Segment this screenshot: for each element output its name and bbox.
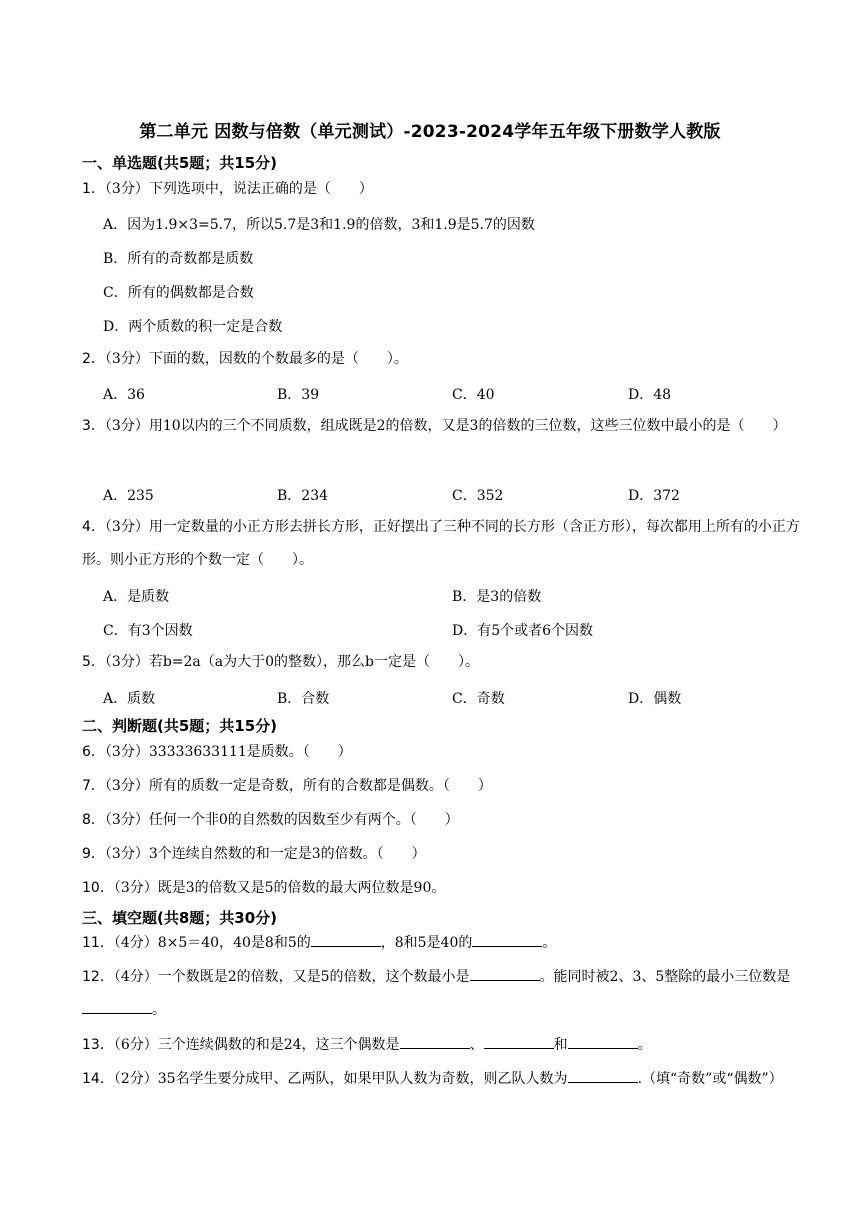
question-5-option-b: B．合数 <box>277 691 330 707</box>
section-heading-single-choice: 一、单选题(共5题；共15分) <box>82 154 278 172</box>
question-number: 1． <box>82 181 105 197</box>
question-3-option-a: A．235 <box>103 488 154 504</box>
question-number: 2． <box>82 351 105 367</box>
question-2-option-c: C．40 <box>452 387 495 403</box>
answer-blank[interactable] <box>484 1036 554 1049</box>
question-text: （3分）用10以内的三个不同质数，组成既是2的倍数，又是3的倍数的三位数，这些三位数中最小的是（ ） <box>104 418 787 434</box>
answer-blank[interactable] <box>568 1036 638 1049</box>
question-12: 12．（4分）一个数既是2的倍数，又是5的倍数，这个数最小是 。能同时被2、3、5整除的最小三位数是。 <box>82 969 791 1018</box>
question-6 <box>82 736 812 769</box>
question-4-option-c: C．有3个因数 <box>103 623 193 639</box>
question-number: 4． <box>82 519 105 535</box>
question-7 <box>82 770 812 803</box>
answer-blank[interactable] <box>311 934 381 947</box>
question-number: 11． <box>82 935 114 951</box>
answer-blank[interactable] <box>400 1036 470 1049</box>
question-14: 14．（2分）35名学生要分成甲、乙两队，如果甲队人数为奇数，则乙队人数为 .（填“奇数”或“偶数”） <box>82 1071 783 1087</box>
question-5-option-a: A．质数 <box>103 691 156 707</box>
question-number: 10． <box>82 880 114 896</box>
question-11: 11．（4分）8×5＝40，40是8和5的 ，8和5是40的 。 <box>82 935 557 951</box>
question-text: （3分）3个连续自然数的和一定是3的倍数。（ ） <box>104 846 426 862</box>
page-title: 第二单元 因数与倍数（单元测试）-2023-2024学年五年级下册数学人教版 <box>139 122 721 142</box>
question-4-stem <box>82 511 812 577</box>
question-text: （3分）下面的数，因数的个数最多的是（ ）。 <box>104 351 408 367</box>
question-1-option-d: D．两个质数的积一定是合数 <box>103 319 283 335</box>
question-5-option-c: C．奇数 <box>452 691 505 707</box>
question-number: 13． <box>82 1037 114 1053</box>
question-4-option-b: B．是3的倍数 <box>452 589 542 605</box>
question-text: （3分）任何一个非0的自然数的因数至少有两个。（ ） <box>104 812 459 828</box>
question-2-option-a: A．36 <box>103 387 145 403</box>
question-number: 14． <box>82 1071 114 1087</box>
question-number: 6． <box>82 744 105 760</box>
question-2-option-b: B．39 <box>277 387 320 403</box>
question-3-option-d: D．372 <box>628 488 680 504</box>
section-heading-true-false: 二、判断题(共5题；共15分) <box>82 717 278 735</box>
answer-blank[interactable] <box>568 1070 638 1083</box>
answer-blank[interactable] <box>470 968 540 981</box>
question-3-option-b: B．234 <box>277 488 329 504</box>
question-number: 5． <box>82 654 105 670</box>
question-4-option-a: A．是质数 <box>103 589 170 605</box>
question-3-stem <box>82 410 812 443</box>
question-number: 12． <box>82 969 114 985</box>
answer-blank[interactable] <box>472 934 542 947</box>
question-text: （3分）若b=2a（a为大于0的整数），那么b一定是（ ）。 <box>104 654 479 670</box>
question-text: （3分）用一定数量的小正方形去拼长方形，正好摆出了三种不同的长方形（含正方形），每次都用上所有的小正方形。则小正方形的个数一定（ ）。 <box>82 519 800 568</box>
section-heading-fill-blank: 三、填空题(共8题；共30分) <box>82 909 278 927</box>
question-4-option-d: D．有5个或者6个因数 <box>452 623 594 639</box>
question-text: （3分）33333633111是质数。（ ） <box>104 744 352 760</box>
question-5-stem <box>82 646 812 679</box>
answer-blank[interactable] <box>82 1001 152 1014</box>
question-10 <box>82 872 812 905</box>
question-number: 8． <box>82 812 105 828</box>
question-text: （3分）所有的质数一定是奇数，所有的合数都是偶数。（ ） <box>104 778 492 794</box>
question-13: 13．（6分）三个连续偶数的和是24，这三个偶数是 、 和 。 <box>82 1037 652 1053</box>
question-number: 7． <box>82 778 105 794</box>
question-9 <box>82 838 812 871</box>
question-1-option-b: B．所有的奇数都是质数 <box>103 251 254 267</box>
question-text: （3分）下列选项中，说法正确的是（ ） <box>104 181 373 197</box>
question-1-stem <box>82 173 812 206</box>
question-8 <box>82 804 812 837</box>
question-5-option-d: D．偶数 <box>628 691 682 707</box>
question-2-option-d: D．48 <box>628 387 672 403</box>
question-1-option-c: C．所有的偶数都是合数 <box>103 285 254 301</box>
question-number: 9． <box>82 846 105 862</box>
question-2-stem <box>82 343 812 376</box>
question-number: 3． <box>82 418 105 434</box>
question-1-option-a: A．因为1.9×3=5.7，所以5.7是3和1.9的倍数，3和1.9是5.7的因数 <box>103 217 535 233</box>
question-3-option-c: C．352 <box>452 488 504 504</box>
question-text: （3分）既是3的倍数又是5的倍数的最大两位数是90。 <box>113 880 446 896</box>
